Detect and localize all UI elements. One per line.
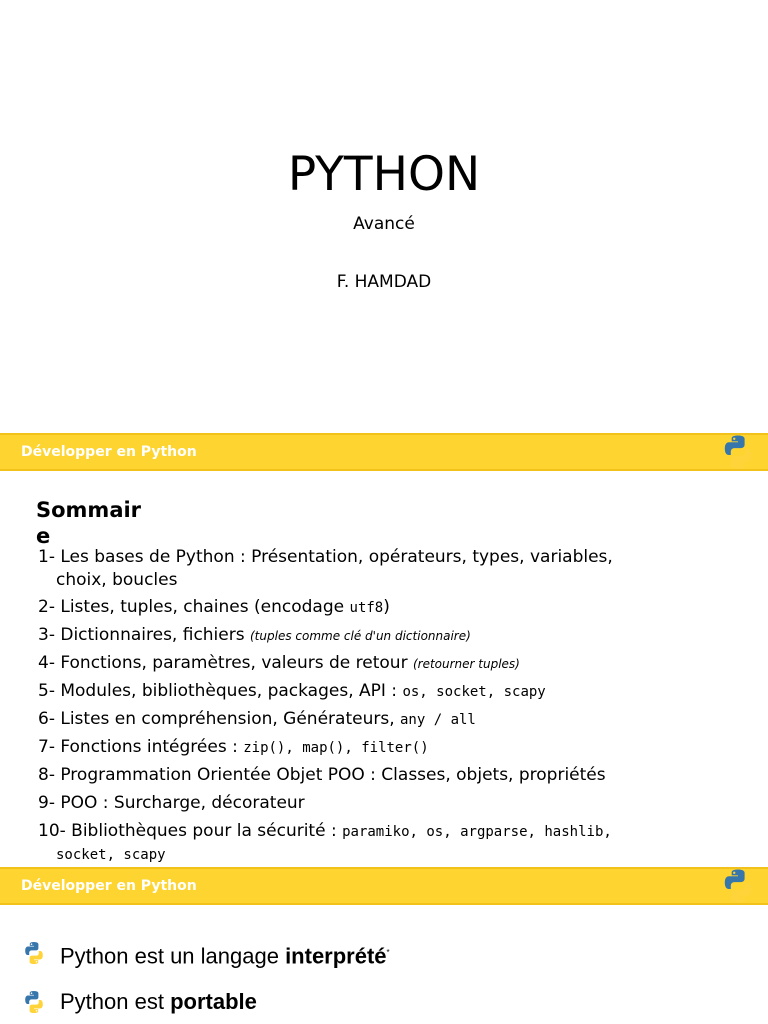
toc-item-text: 8- Programmation Orientée Objet POO : Classes, objets, propriétés — [38, 765, 606, 785]
bullet-item — [22, 938, 742, 968]
banner-title: Développer en Python — [21, 878, 197, 894]
toc-item-text: 10- Bibliothèques pour la sécurité : — [38, 821, 343, 841]
bullet-bold: portable — [170, 989, 257, 1014]
presentation-subtitle: Avancé — [353, 214, 415, 234]
toc-item-code: zip(), map(), filter() — [243, 740, 429, 756]
bullet-prefix: Python est — [60, 989, 171, 1014]
presentation-author: F. HAMDAD — [336, 272, 432, 292]
slide-header-banner — [0, 867, 768, 905]
toc-item — [38, 545, 758, 595]
toc-item — [38, 679, 758, 707]
toc-item-code-cont: socket, scapy — [56, 847, 166, 863]
toc-item-text: 2- Listes, tuples, chaines (encodage — [38, 597, 350, 617]
toc-item — [38, 623, 758, 651]
toc-item-code: any / all — [400, 712, 476, 728]
bullet-prefix: Python est un langage — [60, 943, 286, 969]
python-logo-icon — [718, 868, 758, 904]
toc-item-text: 6- Listes en compréhension, Générateurs, — [38, 709, 400, 729]
toc-item — [38, 763, 758, 791]
toc-item-code: paramiko, os, argparse, hashlib, — [342, 824, 612, 840]
bullet-text — [60, 987, 257, 1017]
bullet-bold: interprété — [285, 943, 387, 969]
toc-item-text: 5- Modules, bibliothèques, packages, API : — [38, 681, 403, 701]
bullet-text — [60, 938, 390, 971]
toc-item — [38, 735, 758, 763]
toc-item-note: (retourner tuples) — [412, 657, 520, 671]
toc-item-code: os, socket, scapy — [402, 684, 546, 700]
toc-item — [38, 791, 758, 819]
banner-title: Développer en Python — [21, 444, 197, 460]
toc-item-text: 1- Les bases de Python : Présentation, opérateurs, types, variables, — [38, 547, 613, 567]
toc-item-code: utf8 — [349, 600, 384, 616]
toc-heading: Sommaire — [36, 498, 142, 548]
toc-item — [38, 707, 758, 735]
python-bullet-icon — [22, 990, 46, 1014]
slide-header-banner — [0, 433, 768, 471]
bullet-footnote-mark: * — [386, 948, 390, 957]
presentation-title: PYTHON — [287, 147, 481, 202]
python-bullet-icon — [22, 941, 46, 965]
toc-item-text: 3- Dictionnaires, fichiers — [38, 625, 250, 645]
toc-item-note: (tuples comme clé d'un dictionnaire) — [250, 629, 471, 643]
bullet-item — [22, 987, 742, 1017]
toc-item-text-cont: choix, boucles — [56, 570, 178, 590]
python-logo-icon — [718, 434, 758, 470]
toc-item — [38, 595, 758, 623]
toc-item — [38, 651, 758, 679]
table-of-contents — [38, 545, 758, 865]
toc-item-text-after: ) — [383, 597, 390, 617]
toc-item-text: 9- POO : Surcharge, décorateur — [38, 793, 305, 813]
toc-item-text: 7- Fonctions intégrées : — [38, 737, 244, 757]
toc-item-text: 4- Fonctions, paramètres, valeurs de retour — [38, 653, 413, 673]
toc-item — [38, 819, 758, 865]
